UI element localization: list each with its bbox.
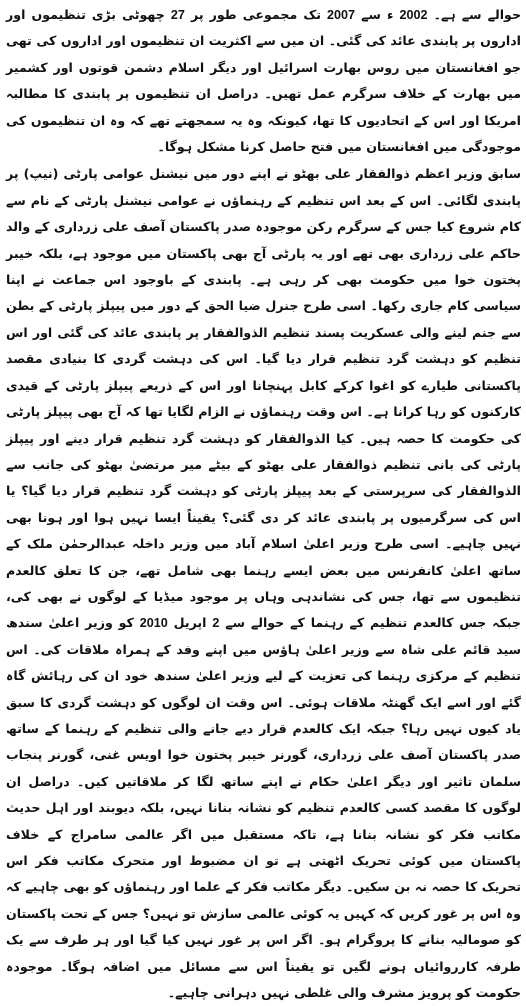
organization-count: 27: [170, 8, 185, 22]
text-segment: تک مجموعی طور پر: [184, 7, 321, 22]
year-2002: 2002: [399, 8, 428, 22]
text-segment: چھوٹی بڑی تنظیموں اور اداروں پر پابندی عائد کی گئی۔ ان میں سے اکثریت ان تنظیموں اور اداروں کی تھی جو افغانستان میں روس بھارت اسرائیل اور دیگر اسلام دشمن قوتوں اور کشمیر میں بھارت کے خلاف سرگرم عمل تھیں۔ دراصل ان تنظیموں پر پابندی کا مطالبہ امریکا اور اس کے اتحادیوں کا تھا، کیونکہ وہ یہ سمجھتے تھے کہ وہ ان تنظیموں کی موجودگی میں افغانستان میں فتح حاصل کرنا مشکل ہوگا۔: [6, 7, 521, 155]
year-2010: 2010: [139, 616, 168, 631]
text-segment: سابق وزیر اعظم ذوالفقار علی بھٹو نے اپنے دور میں نیشنل عوامی پارٹی (نیپ) پر پابندی لگائی۔ اس کے بعد اس تنظیم کے رہنماؤں نے عوامی نیشنل پارٹی کے نام سے کام شروع کیا جس کے سرگرم رکن موجودہ صدر پاکستان آصف علی زرداری کے والد حاکم علی زرداری بھی تھے اور یہ پارٹی آج بھی پاکستان میں موجود ہے، بلکہ خیبر پختون خوا میں حکومت بھی کر رہی ہے۔ پابندی کے باوجود اس جماعت نے اپنا سیاسی کام جاری رکھا۔ اسی طرح جنرل ضیا الحق کے دور میں پیپلز پارٹی کے بطن سے جنم لینے والی عسکریت پسند تنظیم الذوالفقار پر پابندی عائد کی گئی اور اس تنظیم کو دہشت گرد تنظیم قرار دیا گیا۔ اس کی دہشت گردی کا بنیادی مقصد پاکستانی طیارے کو اغوا کرکے کابل پہنچانا اور اس کے ذریعے پیپلز پارٹی کے قیدی کارکنوں کو رہا کرانا ہے۔ اس وقت رہنماؤں نے الزام لگایا تھا کہ آج بھی پیپلز پارٹی کی حکومت کا حصہ ہیں۔ کیا الذوالفقار کو دہشت گرد تنظیم قرار دینے اور پیپلز پارٹی کی بانی تنظیم ذوالفقار علی بھٹو کے بیٹے میر مرتضیٰ بھٹو کی جانب سے الذوالفقار کی سرپرستی کے بعد پیپلز پارٹی کو دہشت گرد تنظیم قرار دیا گیا؟ یا اس کی سرگرمیوں پر پابندی عائد کر دی گئی؟ یقیناً ایسا نہیں ہوا اور ہونا بھی نہیں چاہیے۔ اسی طرح وزیر اعلیٰ اسلام آباد میں وزیر داخلہ عبدالرحمٰن ملک کے ساتھ اعلیٰ کانفرنس میں بعض ایسے رہنما بھی شامل تھے، جن کا تعلق کالعدم تنظیموں سے تھا، جس کی نشاندہی وہاں پر موجود میڈیا کے لوگوں نے بھی کی، جبکہ جس کالعدم تنظیم کے رہنما کے حوالے سے: [6, 166, 521, 631]
text-segment: کو وزیر اعلیٰ سندھ سید قائم علی شاہ سے وزیر اعلیٰ ہاؤس میں اپنے وفد کے ہمراہ ملاقات کی۔ اس تنظیم کے مرکزی رہنما کی تعزیت کے لیے وزیر اعلیٰ سندھ خود ان کی رہائش گاہ گئے اور اسے ایک گھنٹہ ملاقات ہوئی۔ اس وقت ان لوگوں کو دہشت گردی کا سبق یاد کیوں نہیں رہا؟ جبکہ ایک کالعدم قرار دیے جانے والی تنظیم کے رہنما کے ساتھ صدر پاکستان آصف علی زرداری، گورنر خیبر پختون خوا اویس غنی، گورنر پنجاب سلمان تاثیر اور دیگر اعلیٰ حکام نے اپنے ساتھ لگا کر ملاقاتیں کیں۔ دراصل ان لوگوں کا مقصد کسی کالعدم تنظیم کو نشانہ بنانا نہیں، بلکہ دیوبند اور اہل حدیث مکاتب فکر کو نشانہ بنانا ہے، تاکہ مستقبل میں اگر عالمی سامراج کے خلاف پاکستان میں کوئی تحریک اٹھتی ہے تو ان مضبوط اور متحرک مکاتب فکر اس تحریک کا حصہ نہ بن سکیں۔ دیگر مکاتب فکر کے علما اور رہنماؤں کو بھی چاہیے کہ وہ اس پر غور کریں کہ کہیں یہ کوئی عالمی سازش تو نہیں؟ جس کے تحت پاکستان کو صومالیہ بنانے کا پروگرام ہو۔ اگر اس پر غور نہیں کیا گیا اور ہر طرف سے یک طرفہ کارروائیاں ہونے لگیں تو یقیناً اس سے مسائل میں اضافہ ہوگا۔ موجودہ حکومت کو پرویز مشرف والی غلطی نہیں دہرانی چاہیے۔: [6, 615, 521, 1001]
article-paragraph-2: [6, 161, 521, 1006]
text-segment: ء سے: [355, 7, 394, 22]
text-segment: اپریل: [167, 615, 207, 631]
article-paragraph-1: [6, 2, 521, 160]
date-day: 2: [212, 616, 220, 631]
text-segment: حوالے سے ہے۔: [427, 7, 522, 22]
year-2007: 2007: [327, 8, 356, 22]
